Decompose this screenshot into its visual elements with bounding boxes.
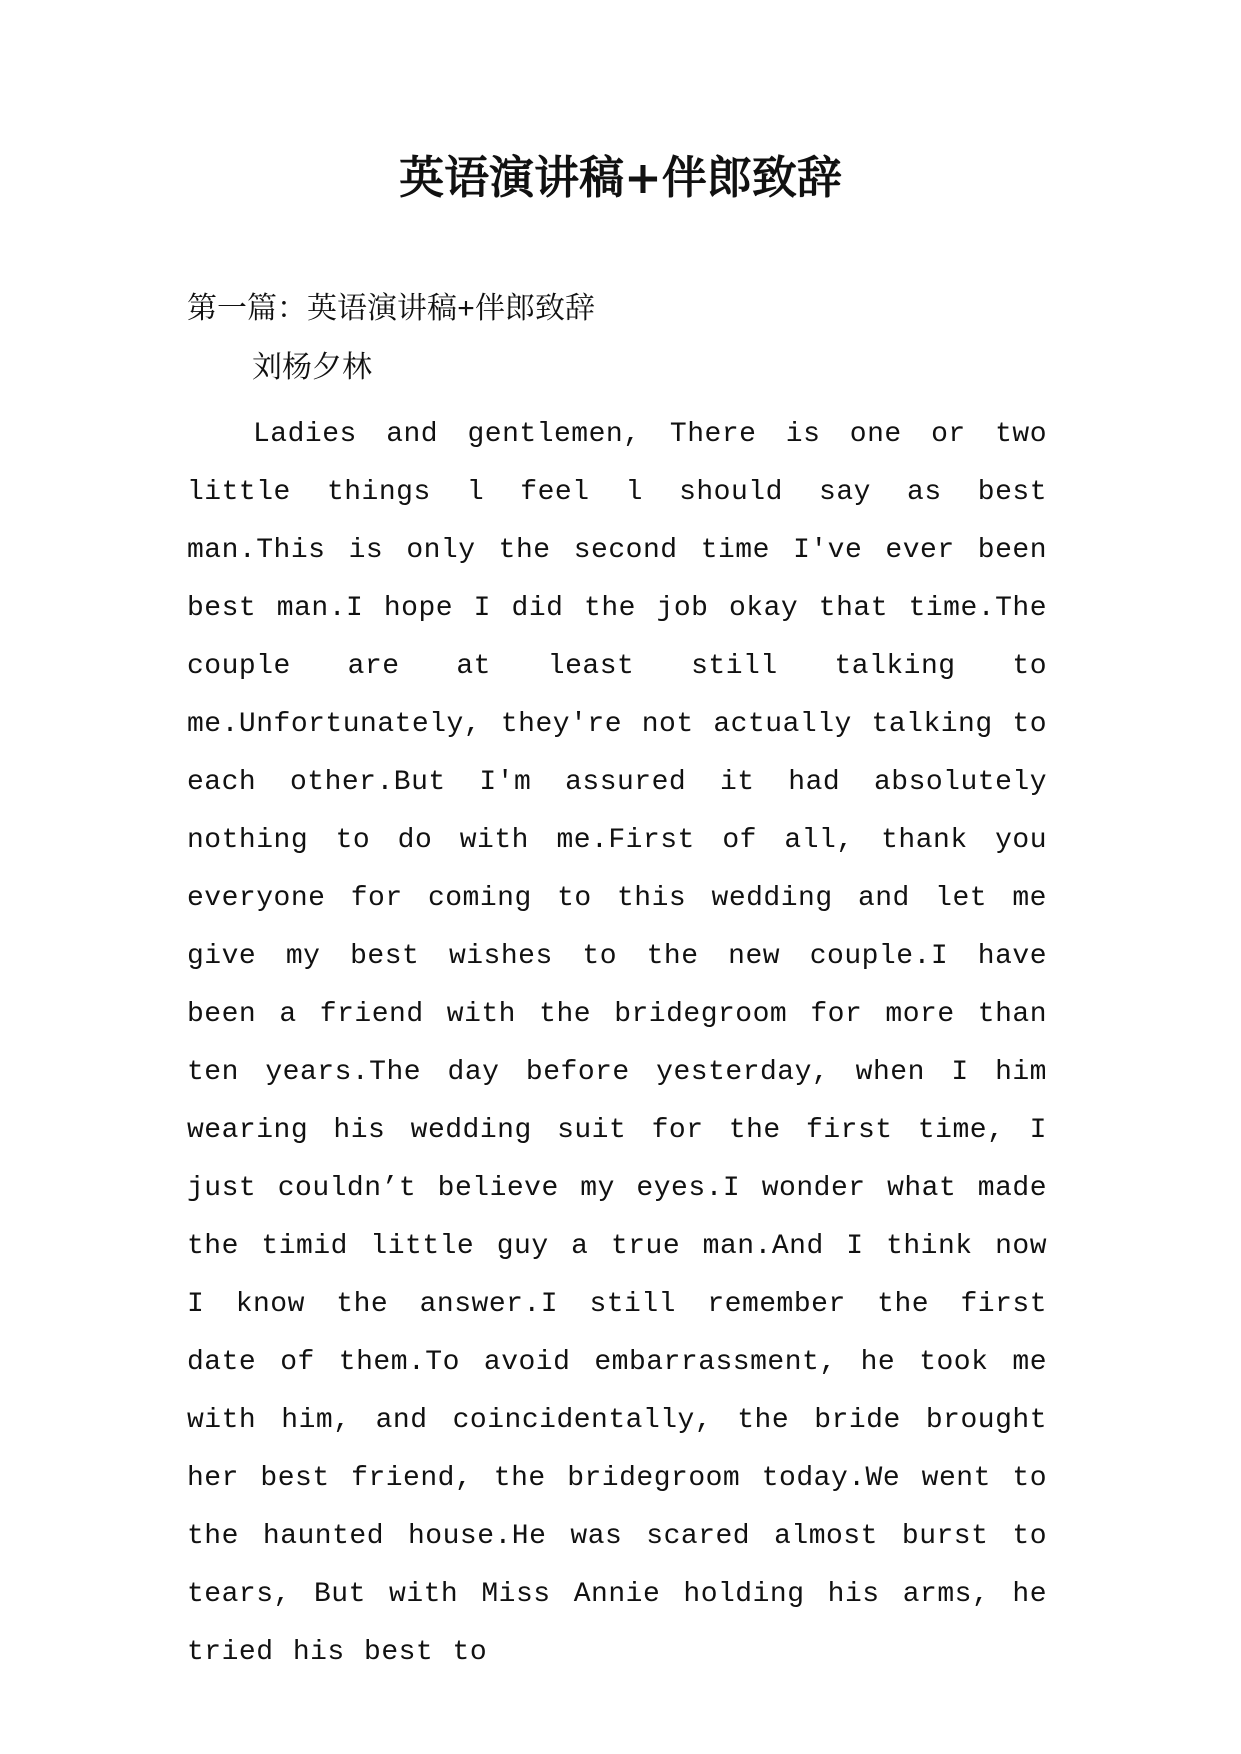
speech-body: Ladies and gentlemen, There is one or two little things l feel l should say as best man.This is only the second time I've ever been best man.I hope I did the job okay that time.The couple are at least still talking to me.Unfortunately, they're not actually talking to each other.But I'm assured it had absolutely nothing to do with me.First of all, thank you everyone for coming to this wedding and let me give my best wishes to the new couple.I have been a friend with the bridegroom for more than ten years.The day before yesterday, when I him wearing his wedding suit for the first time, I just couldn’t believe my eyes.I wonder what made the timid little guy a true man.And I think now I know the answer.I still remember the first date of them.To avoid embarrassment, he took me with him, and coincidentally, the bride brought her best friend, the bridegroom today.We went to the haunted house.He was scared almost burst to tears, But with Miss Annie holding his arms, he tried his best to [187, 419, 1047, 1668]
section-heading: 第一篇：英语演讲稿+伴郎致辞 [187, 294, 596, 328]
author-name: 刘杨夕林 [252, 353, 372, 387]
document-title: 英语演讲稿+伴郎致辞 [399, 151, 842, 204]
